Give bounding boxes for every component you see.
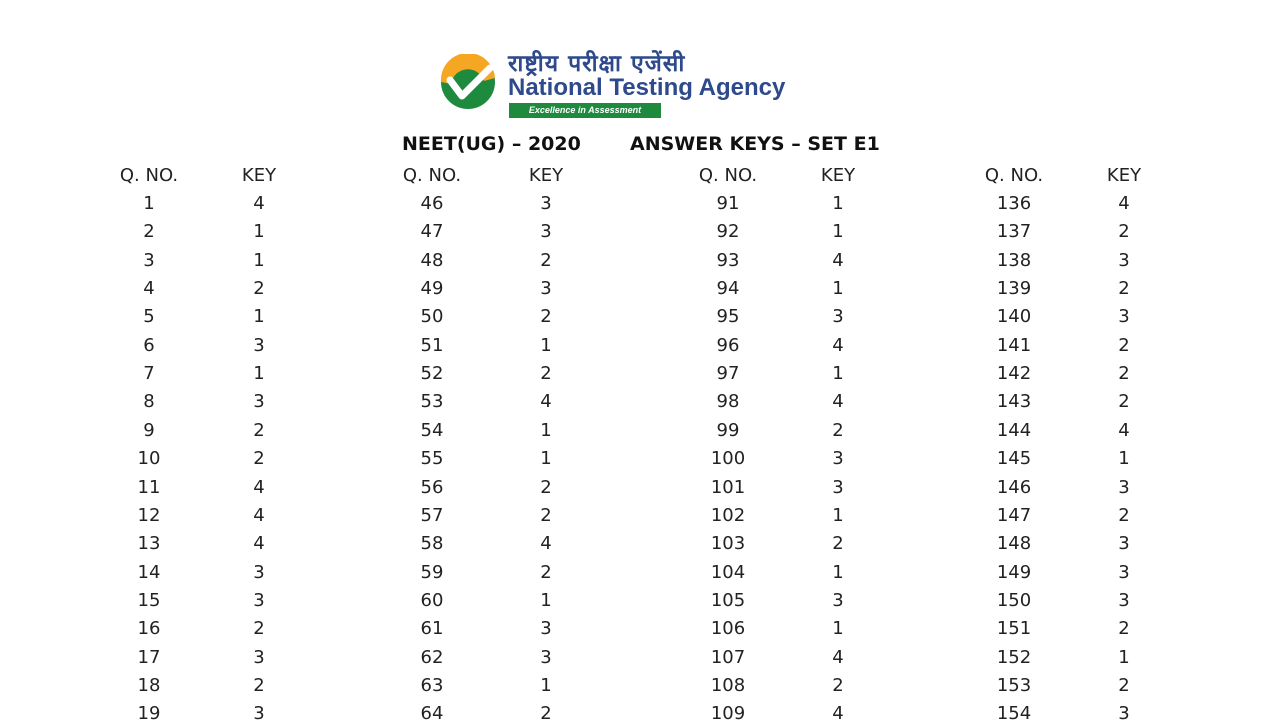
question-number-cell: 149 xyxy=(996,562,1032,583)
question-number-cell: 60 xyxy=(420,590,444,611)
answer-key-cell: 2 xyxy=(253,278,265,299)
question-number-cell: 99 xyxy=(716,420,740,441)
answer-key-cell: 1 xyxy=(832,193,844,214)
answer-key-cell: 2 xyxy=(253,618,265,639)
question-number-cell: 137 xyxy=(996,221,1032,242)
question-number-cell: 146 xyxy=(996,477,1032,498)
answer-key-cell: 2 xyxy=(540,703,552,720)
question-number-cell: 150 xyxy=(996,590,1032,611)
question-number-cell: 56 xyxy=(420,477,444,498)
answer-key-cell: 2 xyxy=(1118,278,1130,299)
answer-key-cell: 3 xyxy=(1118,477,1130,498)
question-number-cell: 138 xyxy=(996,250,1032,271)
column-header-qno: Q. NO. xyxy=(119,165,179,186)
answer-key-cell: 2 xyxy=(253,448,265,469)
answer-key-cell: 2 xyxy=(1118,221,1130,242)
exam-title: NEET(UG) – 2020 xyxy=(402,133,581,155)
answer-key-cell: 4 xyxy=(832,703,844,720)
logo-hindi-text: राष्ट्रीय परीक्षा एजेंसी xyxy=(508,51,686,77)
question-number-cell: 145 xyxy=(996,448,1032,469)
question-number-cell: 10 xyxy=(137,448,161,469)
question-number-cell: 13 xyxy=(137,533,161,554)
question-number-cell: 18 xyxy=(137,675,161,696)
answer-key-cell: 1 xyxy=(832,618,844,639)
answer-key-cell: 3 xyxy=(253,647,265,668)
answer-key-cell: 4 xyxy=(253,193,265,214)
answer-key-cell: 1 xyxy=(540,335,552,356)
question-number-cell: 142 xyxy=(996,363,1032,384)
answer-key-cell: 3 xyxy=(832,477,844,498)
answer-key-cell: 4 xyxy=(253,533,265,554)
question-number-cell: 59 xyxy=(420,562,444,583)
answer-key-cell: 2 xyxy=(540,562,552,583)
column-header-key: KEY xyxy=(241,165,277,186)
answer-key-cell: 3 xyxy=(540,278,552,299)
answer-key-cell: 4 xyxy=(1118,420,1130,441)
question-number-cell: 147 xyxy=(996,505,1032,526)
question-number-cell: 152 xyxy=(996,647,1032,668)
answer-key-cell: 2 xyxy=(832,420,844,441)
nta-logo xyxy=(440,44,820,120)
column-header-qno: Q. NO. xyxy=(698,165,758,186)
question-number-cell: 106 xyxy=(710,618,746,639)
column-header-key: KEY xyxy=(528,165,564,186)
question-number-cell: 139 xyxy=(996,278,1032,299)
question-number-cell: 49 xyxy=(420,278,444,299)
question-number-cell: 95 xyxy=(716,306,740,327)
question-number-cell: 109 xyxy=(710,703,746,720)
nta-check-emblem-icon xyxy=(440,54,496,110)
answer-key-cell: 3 xyxy=(253,391,265,412)
answer-key-cell: 3 xyxy=(253,703,265,720)
question-number-cell: 11 xyxy=(137,477,161,498)
question-number-cell: 153 xyxy=(996,675,1032,696)
answer-key-cell: 2 xyxy=(832,675,844,696)
question-number-cell: 92 xyxy=(716,221,740,242)
question-number-cell: 97 xyxy=(716,363,740,384)
answer-key-cell: 1 xyxy=(832,505,844,526)
question-number-cell: 94 xyxy=(716,278,740,299)
answer-key-cell: 3 xyxy=(540,618,552,639)
answer-key-cell: 2 xyxy=(540,306,552,327)
answer-key-cell: 2 xyxy=(253,675,265,696)
answer-key-cell: 3 xyxy=(1118,562,1130,583)
question-number-cell: 140 xyxy=(996,306,1032,327)
question-number-cell: 15 xyxy=(137,590,161,611)
question-number-cell: 100 xyxy=(710,448,746,469)
question-number-cell: 55 xyxy=(420,448,444,469)
question-number-cell: 46 xyxy=(420,193,444,214)
answer-key-cell: 1 xyxy=(253,363,265,384)
question-number-cell: 63 xyxy=(420,675,444,696)
answer-key-cell: 3 xyxy=(1118,533,1130,554)
answer-key-cell: 4 xyxy=(832,391,844,412)
question-number-cell: 103 xyxy=(710,533,746,554)
answer-key-cell: 4 xyxy=(253,505,265,526)
question-number-cell: 12 xyxy=(137,505,161,526)
question-number-cell: 52 xyxy=(420,363,444,384)
answer-key-cell: 1 xyxy=(253,250,265,271)
answer-key-cell: 1 xyxy=(1118,448,1130,469)
question-number-cell: 14 xyxy=(137,562,161,583)
question-number-cell: 144 xyxy=(996,420,1032,441)
question-number-cell: 105 xyxy=(710,590,746,611)
question-number-cell: 154 xyxy=(996,703,1032,720)
question-number-cell: 50 xyxy=(420,306,444,327)
answer-key-cell: 2 xyxy=(253,420,265,441)
answer-key-cell: 2 xyxy=(1118,675,1130,696)
answer-key-cell: 2 xyxy=(540,477,552,498)
answer-key-cell: 4 xyxy=(540,533,552,554)
question-number-cell: 3 xyxy=(143,250,155,271)
answer-key-cell: 3 xyxy=(253,590,265,611)
question-number-cell: 91 xyxy=(716,193,740,214)
answer-key-cell: 4 xyxy=(832,647,844,668)
answer-key-cell: 2 xyxy=(1118,363,1130,384)
question-number-cell: 61 xyxy=(420,618,444,639)
question-number-cell: 54 xyxy=(420,420,444,441)
answer-key-cell: 1 xyxy=(832,363,844,384)
answer-key-cell: 4 xyxy=(832,250,844,271)
answer-key-cell: 3 xyxy=(540,221,552,242)
answer-key-cell: 3 xyxy=(1118,250,1130,271)
question-number-cell: 17 xyxy=(137,647,161,668)
question-number-cell: 4 xyxy=(143,278,155,299)
answer-key-cell: 4 xyxy=(832,335,844,356)
answer-key-cell: 3 xyxy=(1118,703,1130,720)
answer-key-cell: 1 xyxy=(832,278,844,299)
question-number-cell: 101 xyxy=(710,477,746,498)
answer-key-cell: 4 xyxy=(540,391,552,412)
question-number-cell: 104 xyxy=(710,562,746,583)
question-number-cell: 48 xyxy=(420,250,444,271)
answer-key-cell: 3 xyxy=(540,647,552,668)
answer-key-cell: 1 xyxy=(832,221,844,242)
question-number-cell: 8 xyxy=(143,391,155,412)
question-number-cell: 2 xyxy=(143,221,155,242)
question-number-cell: 51 xyxy=(420,335,444,356)
question-number-cell: 108 xyxy=(710,675,746,696)
question-number-cell: 141 xyxy=(996,335,1032,356)
answer-key-cell: 3 xyxy=(832,448,844,469)
question-number-cell: 7 xyxy=(143,363,155,384)
column-header-qno: Q. NO. xyxy=(402,165,462,186)
answer-key-cell: 1 xyxy=(1118,647,1130,668)
answer-key-cell: 4 xyxy=(253,477,265,498)
answer-key-cell: 1 xyxy=(540,420,552,441)
question-number-cell: 19 xyxy=(137,703,161,720)
question-number-cell: 93 xyxy=(716,250,740,271)
question-number-cell: 143 xyxy=(996,391,1032,412)
answer-key-cell: 3 xyxy=(1118,306,1130,327)
column-header-qno: Q. NO. xyxy=(984,165,1044,186)
question-number-cell: 53 xyxy=(420,391,444,412)
question-number-cell: 57 xyxy=(420,505,444,526)
column-header-key: KEY xyxy=(1106,165,1142,186)
answer-key-cell: 3 xyxy=(540,193,552,214)
answer-key-cell: 3 xyxy=(832,590,844,611)
answer-key-cell: 1 xyxy=(540,448,552,469)
question-number-cell: 9 xyxy=(143,420,155,441)
answer-keys-title: ANSWER KEYS – SET E1 xyxy=(630,133,880,155)
answer-key-cell: 1 xyxy=(832,562,844,583)
answer-key-cell: 1 xyxy=(540,590,552,611)
question-number-cell: 98 xyxy=(716,391,740,412)
question-number-cell: 64 xyxy=(420,703,444,720)
answer-key-cell: 3 xyxy=(253,562,265,583)
question-number-cell: 62 xyxy=(420,647,444,668)
answer-key-cell: 4 xyxy=(1118,193,1130,214)
answer-key-cell: 3 xyxy=(832,306,844,327)
answer-key-cell: 2 xyxy=(540,363,552,384)
answer-key-cell: 2 xyxy=(1118,505,1130,526)
question-number-cell: 58 xyxy=(420,533,444,554)
answer-key-cell: 2 xyxy=(540,250,552,271)
question-number-cell: 5 xyxy=(143,306,155,327)
question-number-cell: 107 xyxy=(710,647,746,668)
question-number-cell: 96 xyxy=(716,335,740,356)
question-number-cell: 6 xyxy=(143,335,155,356)
question-number-cell: 148 xyxy=(996,533,1032,554)
answer-key-cell: 2 xyxy=(1118,618,1130,639)
answer-key-cell: 2 xyxy=(540,505,552,526)
question-number-cell: 47 xyxy=(420,221,444,242)
answer-key-cell: 3 xyxy=(1118,590,1130,611)
question-number-cell: 1 xyxy=(143,193,155,214)
question-number-cell: 151 xyxy=(996,618,1032,639)
logo-tagline: Excellence in Assessment xyxy=(509,103,661,118)
logo-english-text: National Testing Agency xyxy=(508,74,786,101)
answer-key-cell: 1 xyxy=(253,306,265,327)
question-number-cell: 16 xyxy=(137,618,161,639)
question-number-cell: 102 xyxy=(710,505,746,526)
question-number-cell: 136 xyxy=(996,193,1032,214)
answer-key-cell: 1 xyxy=(540,675,552,696)
column-header-key: KEY xyxy=(820,165,856,186)
answer-key-cell: 3 xyxy=(253,335,265,356)
answer-key-cell: 2 xyxy=(1118,335,1130,356)
answer-key-cell: 2 xyxy=(832,533,844,554)
answer-key-cell: 1 xyxy=(253,221,265,242)
answer-key-cell: 2 xyxy=(1118,391,1130,412)
